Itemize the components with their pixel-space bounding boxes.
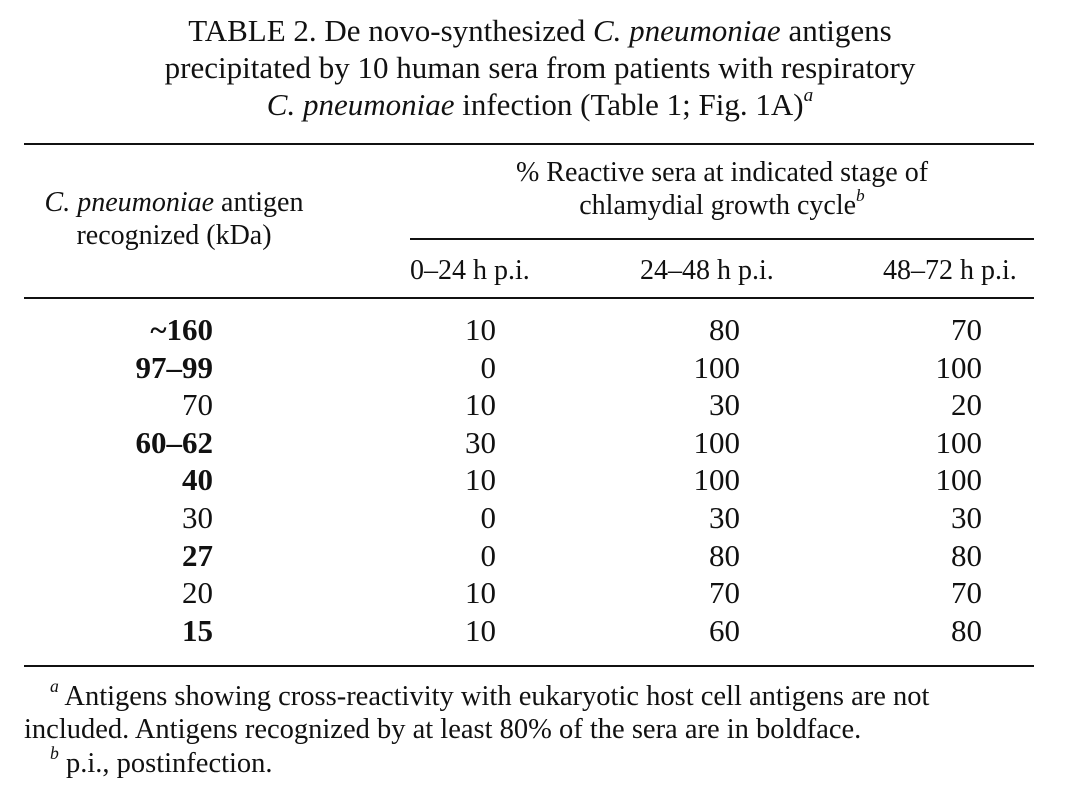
column-header-0-24: 0–24 h p.i. bbox=[410, 255, 530, 286]
antigen-cell: 20 bbox=[182, 575, 213, 611]
footnote-a bbox=[24, 675, 1036, 746]
value-cell: 100 bbox=[693, 349, 740, 385]
caption-footnote-mark: a bbox=[803, 84, 814, 106]
table-row bbox=[0, 424, 1080, 462]
table-row bbox=[0, 349, 1080, 387]
group-header-text: chlamydial growth cycle bbox=[579, 190, 857, 221]
group-header-line-1: % Reactive sera at indicated stage of bbox=[515, 157, 929, 188]
footnote-b-text: p.i., postinfection. bbox=[58, 748, 273, 779]
stub-header-unit: recognized (kDa) bbox=[76, 220, 272, 251]
table-body bbox=[0, 311, 1080, 649]
antigen-cell: 70 bbox=[182, 387, 213, 423]
antigen-cell: ~160 bbox=[150, 312, 213, 347]
value-cell: 30 bbox=[709, 499, 740, 535]
table-row bbox=[0, 311, 1080, 349]
table-row bbox=[0, 612, 1080, 650]
value-cell: 100 bbox=[693, 424, 740, 460]
value-cell: 10 bbox=[465, 462, 496, 498]
table-row bbox=[0, 386, 1080, 424]
value-cell: 10 bbox=[465, 612, 496, 648]
value-cell: 80 bbox=[951, 537, 982, 573]
value-cell: 70 bbox=[951, 312, 982, 347]
column-group-rule bbox=[410, 238, 1034, 240]
value-cell: 10 bbox=[465, 387, 496, 423]
top-rule bbox=[24, 143, 1034, 145]
value-cell: 10 bbox=[465, 575, 496, 611]
antigen-cell: 30 bbox=[182, 499, 213, 535]
value-cell: 80 bbox=[709, 312, 740, 347]
column-group-header bbox=[410, 156, 1034, 222]
caption-line-3 bbox=[0, 86, 1080, 123]
value-cell: 70 bbox=[709, 575, 740, 611]
stub-header-antigen: antigen bbox=[214, 187, 304, 218]
value-cell: 10 bbox=[465, 312, 496, 347]
antigen-cell: 40 bbox=[182, 462, 213, 498]
value-cell: 30 bbox=[709, 387, 740, 423]
table-caption bbox=[0, 12, 1080, 123]
antigen-cell: 97–99 bbox=[135, 349, 213, 385]
caption-reference: infection (Table 1; Fig. 1A) bbox=[454, 87, 804, 122]
footnote-a-mark: a bbox=[50, 675, 59, 696]
caption-line-2: precipitated by 10 human sera from patients with respiratory bbox=[164, 50, 916, 85]
caption-organism-2: C. pneumoniae bbox=[266, 87, 455, 122]
table-row bbox=[0, 461, 1080, 499]
value-cell: 70 bbox=[951, 575, 982, 611]
value-cell: 30 bbox=[465, 424, 496, 460]
value-cell: 100 bbox=[935, 462, 982, 498]
antigen-cell: 60–62 bbox=[135, 424, 213, 460]
bottom-rule bbox=[24, 665, 1034, 667]
value-cell: 60 bbox=[709, 612, 740, 648]
value-cell: 100 bbox=[935, 424, 982, 460]
table-row bbox=[0, 574, 1080, 612]
table-row bbox=[0, 499, 1080, 537]
table-row bbox=[0, 537, 1080, 575]
value-cell: 0 bbox=[480, 349, 496, 385]
caption-title-prefix: TABLE 2. De novo-synthesized bbox=[188, 13, 593, 48]
column-header-48-72: 48–72 h p.i. bbox=[883, 255, 1017, 286]
value-cell: 20 bbox=[951, 387, 982, 423]
footnote-b bbox=[24, 742, 1062, 780]
stub-header bbox=[24, 186, 324, 252]
group-header-footnote-mark: b bbox=[856, 186, 865, 206]
footnote-a-text: Antigens showing cross-reactivity with eukaryotic host cell antigens are not included. Antigens recognized by at least 80% of the sera are in boldface. bbox=[24, 681, 930, 745]
column-header-24-48: 24–48 h p.i. bbox=[640, 255, 774, 286]
antigen-cell: 27 bbox=[182, 537, 213, 573]
caption-organism-1: C. pneumoniae bbox=[592, 13, 781, 48]
value-cell: 80 bbox=[709, 537, 740, 573]
value-cell: 0 bbox=[480, 537, 496, 573]
footnote-b-mark: b bbox=[50, 742, 59, 763]
antigen-cell: 15 bbox=[182, 612, 213, 648]
value-cell: 100 bbox=[935, 349, 982, 385]
value-cell: 100 bbox=[693, 462, 740, 498]
group-header-line-2 bbox=[410, 186, 1034, 222]
header-rule bbox=[24, 297, 1034, 299]
value-cell: 0 bbox=[480, 499, 496, 535]
caption-title-suffix: antigens bbox=[780, 13, 892, 48]
value-cell: 30 bbox=[951, 499, 982, 535]
value-cell: 80 bbox=[951, 612, 982, 648]
stub-header-organism: C. pneumoniae bbox=[44, 187, 215, 218]
caption-line-1 bbox=[0, 12, 1080, 49]
